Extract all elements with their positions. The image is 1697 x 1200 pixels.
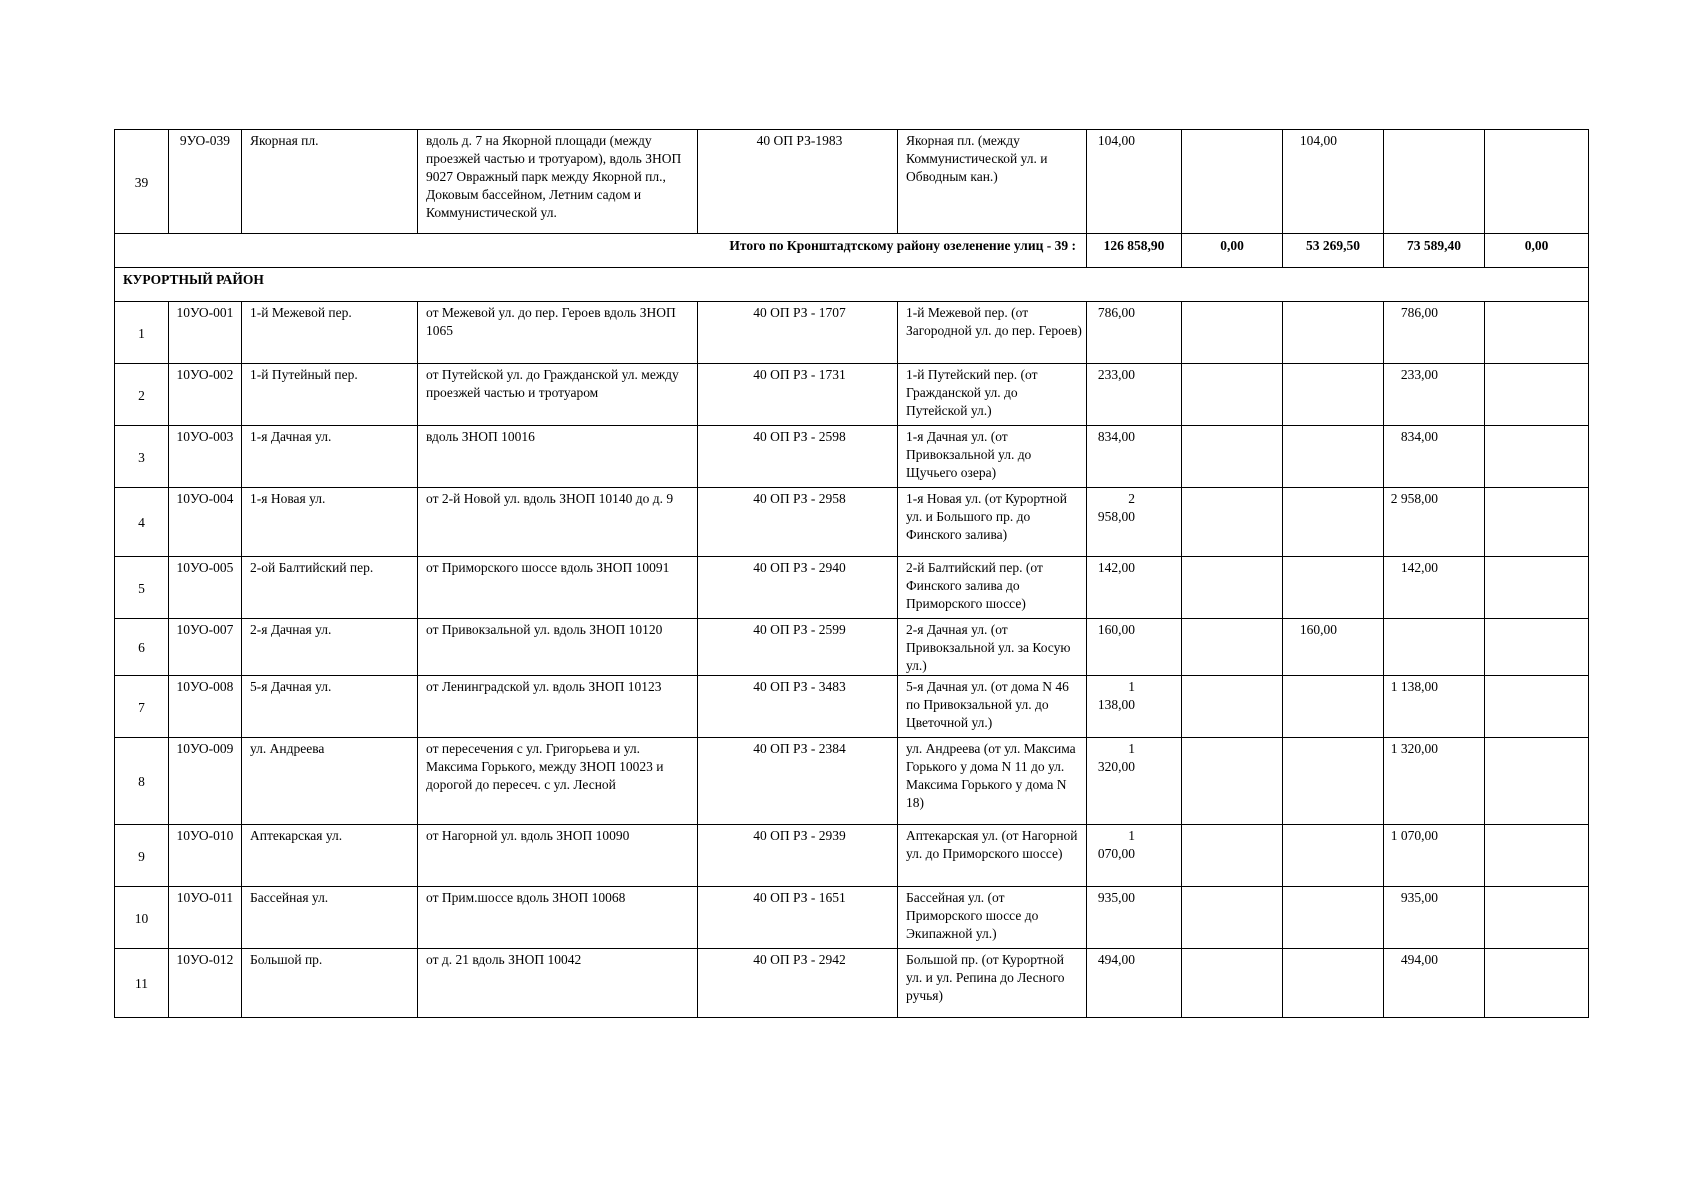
row-code: 10УО-011 [169, 887, 242, 949]
row-number: 5 [115, 557, 169, 619]
row-code: 10УО-004 [169, 488, 242, 557]
row-value-5 [1485, 130, 1589, 234]
table-row [115, 825, 1589, 887]
row-street: 2-я Дачная ул. (от Привокзальной ул. за Косую ул.) [898, 619, 1087, 676]
row-value-5 [1485, 676, 1589, 738]
row-value-2 [1182, 426, 1283, 488]
row-code: 10УО-005 [169, 557, 242, 619]
row-value-3: 160,00 [1283, 619, 1384, 676]
row-location: от Ленинградской ул. вдоль ЗНОП 10123 [418, 676, 698, 738]
row-number: 10 [115, 887, 169, 949]
row-street: 1-й Межевой пер. (от Загородной ул. до пер. Героев) [898, 302, 1087, 364]
row-location: от 2-й Новой ул. вдоль ЗНОП 10140 до д. 9 [418, 488, 698, 557]
row-value-3 [1283, 426, 1384, 488]
row-value-2 [1182, 949, 1283, 1018]
row-value-2 [1182, 887, 1283, 949]
row-passport: 40 ОП РЗ - 2384 [698, 738, 898, 825]
row-location: вдоль д. 7 на Якорной площади (между проезжей частью и тротуаром), вдоль ЗНОП 9027 Овражный парк между Якорной пл., Доковым бассейном, Летним садом и Коммунистической ул. [418, 130, 698, 234]
row-passport: 40 ОП РЗ - 2942 [698, 949, 898, 1018]
row-number: 2 [115, 364, 169, 426]
row-name: Аптекарская ул. [242, 825, 418, 887]
row-number: 1 [115, 302, 169, 364]
row-code: 10УО-009 [169, 738, 242, 825]
row-value-1: 1 070,00 [1087, 825, 1182, 887]
row-passport: 40 ОП РЗ - 2958 [698, 488, 898, 557]
row-value-3: 104,00 [1283, 130, 1384, 234]
row-value-3 [1283, 364, 1384, 426]
row-location: от Путейской ул. до Гражданской ул. между проезжей частью и тротуаром [418, 364, 698, 426]
row-value-5 [1485, 949, 1589, 1018]
row-name: 5-я Дачная ул. [242, 676, 418, 738]
row-value-5 [1485, 557, 1589, 619]
row-value-3 [1283, 949, 1384, 1018]
row-value-3 [1283, 488, 1384, 557]
row-code: 10УО-007 [169, 619, 242, 676]
row-location: от Нагорной ул. вдоль ЗНОП 10090 [418, 825, 698, 887]
row-value-5 [1485, 887, 1589, 949]
row-name: 1-й Межевой пер. [242, 302, 418, 364]
row-passport: 40 ОП РЗ - 2939 [698, 825, 898, 887]
total-row [115, 234, 1589, 268]
row-street: Большой пр. (от Курортной ул. и ул. Репина до Лесного ручья) [898, 949, 1087, 1018]
row-passport: 40 ОП РЗ - 1651 [698, 887, 898, 949]
row-value-2 [1182, 738, 1283, 825]
row-value-2 [1182, 825, 1283, 887]
row-value-2 [1182, 619, 1283, 676]
section-title: КУРОРТНЫЙ РАЙОН [115, 268, 1589, 302]
row-value-3 [1283, 738, 1384, 825]
row-passport: 40 ОП РЗ - 3483 [698, 676, 898, 738]
row-value-1: 142,00 [1087, 557, 1182, 619]
row-street: 1-й Путейский пер. (от Гражданской ул. до Путейской ул.) [898, 364, 1087, 426]
row-number: 6 [115, 619, 169, 676]
row-value-1: 1 138,00 [1087, 676, 1182, 738]
total-value-1: 126 858,90 [1087, 234, 1182, 268]
row-value-3 [1283, 557, 1384, 619]
total-value-5: 0,00 [1485, 234, 1589, 268]
row-value-5 [1485, 738, 1589, 825]
row-street: ул. Андреева (от ул. Максима Горького у дома N 11 до ул. Максима Горького у дома N 18) [898, 738, 1087, 825]
row-street: 2-й Балтийский пер. (от Финского залива до Приморского шоссе) [898, 557, 1087, 619]
row-value-5 [1485, 488, 1589, 557]
row-number: 3 [115, 426, 169, 488]
row-number: 4 [115, 488, 169, 557]
row-value-1: 935,00 [1087, 887, 1182, 949]
row-value-1: 494,00 [1087, 949, 1182, 1018]
table-row [115, 676, 1589, 738]
row-location: от Приморского шоссе вдоль ЗНОП 10091 [418, 557, 698, 619]
row-street: 1-я Дачная ул. (от Привокзальной ул. до Щучьего озера) [898, 426, 1087, 488]
row-location: от д. 21 вдоль ЗНОП 10042 [418, 949, 698, 1018]
row-value-1: 160,00 [1087, 619, 1182, 676]
row-value-3 [1283, 825, 1384, 887]
row-location: от Прим.шоссе вдоль ЗНОП 10068 [418, 887, 698, 949]
row-value-4: 935,00 [1384, 887, 1485, 949]
total-value-4: 73 589,40 [1384, 234, 1485, 268]
section-row [115, 268, 1589, 302]
row-value-4: 2 958,00 [1384, 488, 1485, 557]
row-location: вдоль ЗНОП 10016 [418, 426, 698, 488]
row-value-2 [1182, 302, 1283, 364]
row-number: 39 [115, 130, 169, 234]
row-value-1: 233,00 [1087, 364, 1182, 426]
row-location: от пересечения с ул. Григорьева и ул. Максима Горького, между ЗНОП 10023 и дорогой до пересеч. с ул. Лесной [418, 738, 698, 825]
row-street: Якорная пл. (между Коммунистической ул. и Обводным кан.) [898, 130, 1087, 234]
table-body-before [115, 130, 1589, 234]
row-value-5 [1485, 302, 1589, 364]
row-value-1: 104,00 [1087, 130, 1182, 234]
row-value-4: 494,00 [1384, 949, 1485, 1018]
row-location: от Межевой ул. до пер. Героев вдоль ЗНОП 1065 [418, 302, 698, 364]
row-name: 1-я Новая ул. [242, 488, 418, 557]
table-row [115, 364, 1589, 426]
table-row [115, 619, 1589, 676]
row-passport: 40 ОП РЗ-1983 [698, 130, 898, 234]
row-name: 1-й Путейный пер. [242, 364, 418, 426]
table-row [115, 887, 1589, 949]
row-location: от Привокзальной ул. вдоль ЗНОП 10120 [418, 619, 698, 676]
row-name: Бассейная ул. [242, 887, 418, 949]
row-street: Аптекарская ул. (от Нагорной ул. до Приморского шоссе) [898, 825, 1087, 887]
row-value-1: 2 958,00 [1087, 488, 1182, 557]
row-passport: 40 ОП РЗ - 2599 [698, 619, 898, 676]
row-name: Большой пр. [242, 949, 418, 1018]
total-row-group [115, 234, 1589, 302]
table-row [115, 426, 1589, 488]
row-code: 10УО-012 [169, 949, 242, 1018]
row-code: 9УО-039 [169, 130, 242, 234]
row-name: 1-я Дачная ул. [242, 426, 418, 488]
row-value-4 [1384, 619, 1485, 676]
row-value-3 [1283, 676, 1384, 738]
row-value-5 [1485, 426, 1589, 488]
table-row [115, 557, 1589, 619]
row-value-4: 786,00 [1384, 302, 1485, 364]
row-value-4: 1 070,00 [1384, 825, 1485, 887]
row-value-4: 233,00 [1384, 364, 1485, 426]
row-passport: 40 ОП РЗ - 2598 [698, 426, 898, 488]
row-street: 5-я Дачная ул. (от дома N 46 по Привокзальной ул. до Цветочной ул.) [898, 676, 1087, 738]
table-row [115, 488, 1589, 557]
row-value-5 [1485, 619, 1589, 676]
row-code: 10УО-001 [169, 302, 242, 364]
total-label: Итого по Кронштадтскому району озеленение улиц - 39 : [115, 234, 1087, 268]
row-value-1: 786,00 [1087, 302, 1182, 364]
row-number: 11 [115, 949, 169, 1018]
total-value-3: 53 269,50 [1283, 234, 1384, 268]
table-row [115, 949, 1589, 1018]
row-passport: 40 ОП РЗ - 1707 [698, 302, 898, 364]
table-row [115, 302, 1589, 364]
total-value-2: 0,00 [1182, 234, 1283, 268]
row-passport: 40 ОП РЗ - 1731 [698, 364, 898, 426]
row-value-3 [1283, 302, 1384, 364]
table-body [115, 302, 1589, 1018]
row-value-5 [1485, 364, 1589, 426]
row-value-3 [1283, 887, 1384, 949]
row-value-4 [1384, 130, 1485, 234]
row-code: 10УО-008 [169, 676, 242, 738]
row-value-4: 1 320,00 [1384, 738, 1485, 825]
row-code: 10УО-003 [169, 426, 242, 488]
row-number: 7 [115, 676, 169, 738]
row-street: 1-я Новая ул. (от Курортной ул. и Большого пр. до Финского залива) [898, 488, 1087, 557]
table-row [115, 130, 1589, 234]
row-value-2 [1182, 364, 1283, 426]
greening-table [114, 129, 1589, 1018]
row-name: ул. Андреева [242, 738, 418, 825]
row-value-5 [1485, 825, 1589, 887]
row-value-4: 834,00 [1384, 426, 1485, 488]
row-code: 10УО-010 [169, 825, 242, 887]
row-value-4: 142,00 [1384, 557, 1485, 619]
row-number: 9 [115, 825, 169, 887]
row-name: 2-ой Балтийский пер. [242, 557, 418, 619]
table-row [115, 738, 1589, 825]
row-number: 8 [115, 738, 169, 825]
row-value-1: 1 320,00 [1087, 738, 1182, 825]
row-value-2 [1182, 130, 1283, 234]
row-value-2 [1182, 557, 1283, 619]
row-value-2 [1182, 488, 1283, 557]
row-name: 2-я Дачная ул. [242, 619, 418, 676]
row-value-1: 834,00 [1087, 426, 1182, 488]
row-passport: 40 ОП РЗ - 2940 [698, 557, 898, 619]
row-street: Бассейная ул. (от Приморского шоссе до Экипажной ул.) [898, 887, 1087, 949]
row-value-2 [1182, 676, 1283, 738]
row-code: 10УО-002 [169, 364, 242, 426]
row-value-4: 1 138,00 [1384, 676, 1485, 738]
row-name: Якорная пл. [242, 130, 418, 234]
